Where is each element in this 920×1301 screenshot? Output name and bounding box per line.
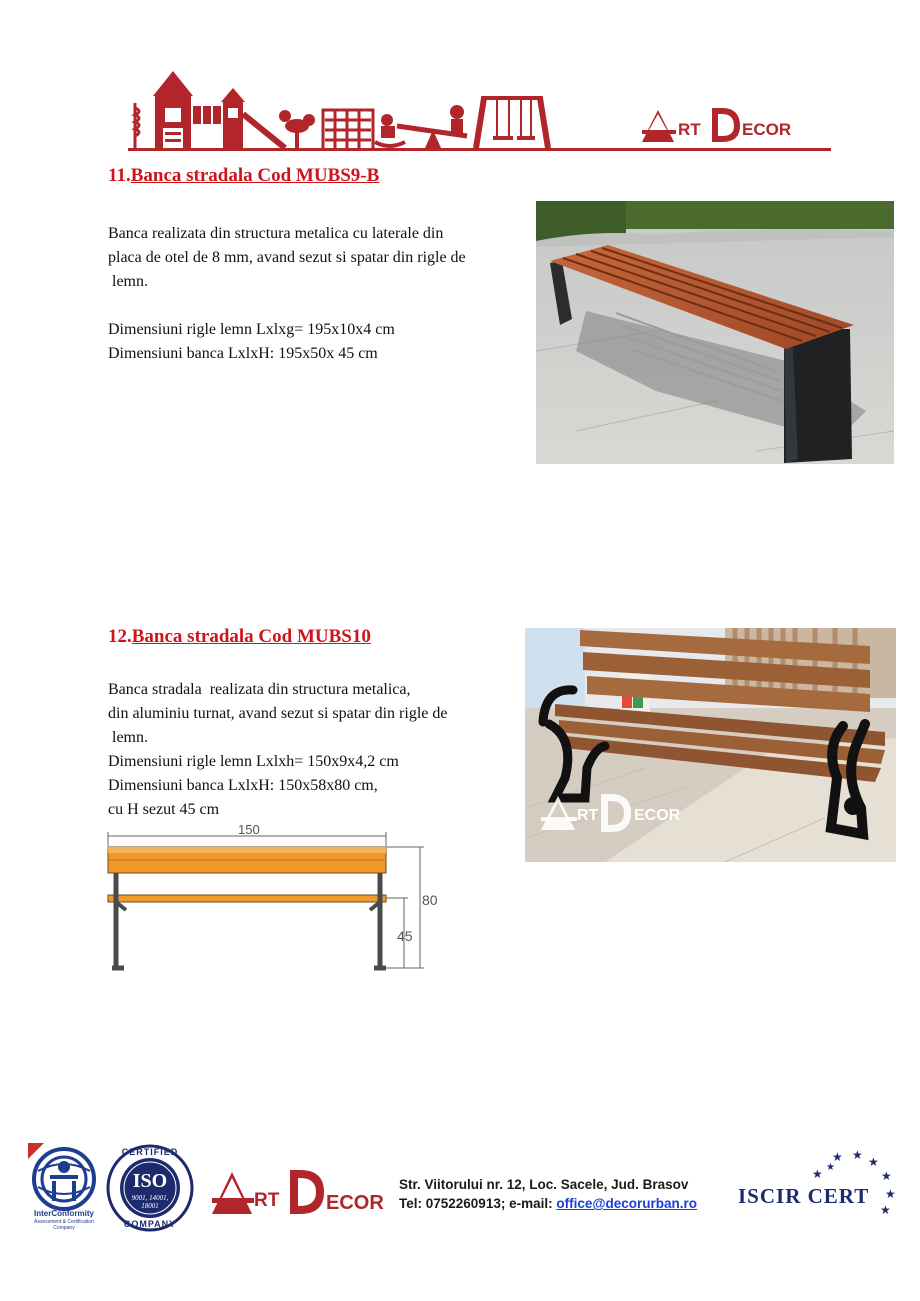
product-12-desc-line: Dimensiuni banca LxlxH: 150x58x80 cm, [108,777,378,794]
product-11-title [108,165,379,187]
interconformity-sub1: Assessment & Certification [34,1219,94,1225]
product-11-number: 11. [108,165,131,186]
product-12-desc-line: Dimensiuni rigle lemn Lxlxh= 150x9x4,2 cm [108,753,399,770]
iso-top-text: CERTIFIED [121,1147,179,1157]
product-12-desc-line: Banca stradala realizata din structura metalica, [108,681,411,698]
footer-contact [399,1175,729,1213]
iso-certified-seal [106,1144,194,1232]
bench-dimension-drawing [104,822,454,972]
bench-drawing-icon [104,822,454,972]
svg-text:★: ★ [881,1169,892,1183]
product-11-desc-line: Banca realizata din structura metalica cu laterale din [108,225,444,242]
bench-mubs9-photo-icon [536,201,894,464]
product-12-title-text: Banca stradala Cod MUBS10 [131,626,371,647]
interconformity-logo [28,1143,100,1233]
product-12-title [108,626,371,648]
footer-email-link[interactable]: office@decorurban.ro [556,1196,698,1211]
product-11-dim-line: Dimensiuni banca LxlxH: 195x50x 45 cm [108,345,378,362]
header-banner [125,68,835,156]
product-11-desc-line: placa de otel de 8 mm, avand sezut si spatar din rigle de [108,249,466,266]
iso-nums-text: 18001 [141,1202,159,1210]
product-11-dim-line: Dimensiuni rigle lemn Lxlxg= 195x10x4 cm [108,321,395,338]
svg-text:★: ★ [812,1167,823,1181]
interconformity-sub2: Company [53,1225,75,1231]
iso-mid-text: ISO [132,1170,168,1192]
drawing-seat-height-label: 45 [397,928,413,944]
svg-text:★: ★ [852,1148,863,1162]
svg-text:★: ★ [826,1162,835,1173]
header-brand-ecor: ECOR [742,120,792,139]
iso-bottom-text: COMPANY [123,1219,177,1229]
footer-brand-logo [210,1168,390,1218]
interconformity-name: InterConformity [34,1209,94,1218]
iscir-cert-text: ISCIR CERT [738,1184,870,1208]
iscir-cert-logo [738,1148,898,1220]
svg-text:★: ★ [885,1187,896,1201]
drawing-height-label: 80 [422,892,438,908]
svg-text:★: ★ [832,1150,843,1164]
product-11-desc-line: lemn. [108,273,148,290]
artdecor-logo-icon [640,106,820,146]
iso-nums-text: 9001, 14001, [131,1194,169,1202]
product-12-desc-line: cu H sezut 45 cm [108,801,220,818]
product-12-photo [525,628,896,862]
footer-address: Str. Viitorului nr. 12, Loc. Sacele, Jud. Brasov [399,1177,689,1192]
product-12-description [108,678,523,822]
product-12-desc-line: din aluminiu turnat, avand sezut si spatar din rigle de [108,705,448,722]
watermark-ecor: ECOR [634,807,681,824]
product-11-photo [536,201,894,464]
product-12-number: 12. [108,626,132,647]
header-brand-rt: RT [678,120,701,139]
product-11-title-text: Banca stradala Cod MUBS9-B [130,165,380,186]
interconformity-globe-icon [28,1143,100,1213]
svg-text:★: ★ [880,1203,891,1217]
artdecor-watermark-icon [539,792,719,834]
photo-watermark-logo [539,792,719,834]
product-11-description [108,222,528,366]
footer-phone-line [399,1194,729,1213]
footer-tel: Tel: 0752260913; e-mail: [399,1196,557,1211]
svg-text:★: ★ [868,1155,879,1169]
footer-brand-ecor: ECOR [326,1192,384,1214]
header-brand-logo [640,106,820,146]
watermark-rt: RT [577,807,599,824]
drawing-width-label: 150 [238,822,260,837]
product-12-desc-line: lemn. [108,729,148,746]
footer-brand-rt: RT [254,1190,280,1211]
